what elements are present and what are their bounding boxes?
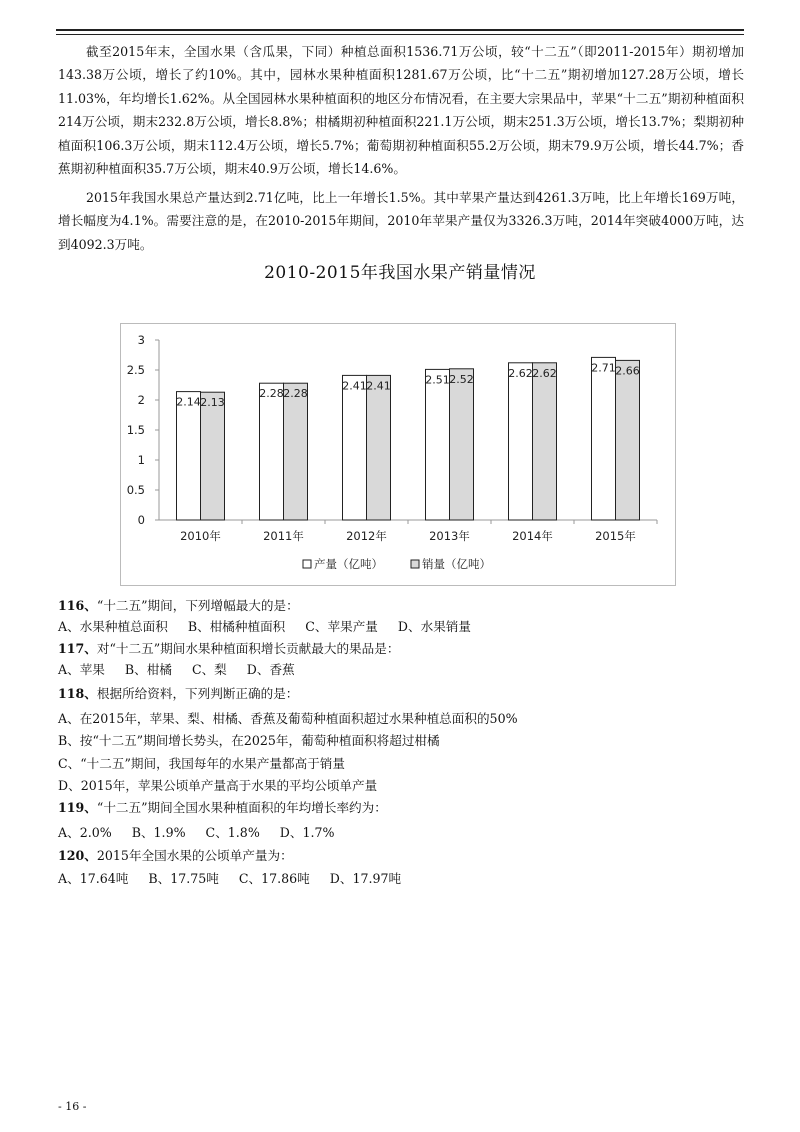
x-tick-label: 2012年 — [346, 529, 387, 543]
data-label: 2.66 — [615, 364, 640, 378]
x-tick-label: 2011年 — [263, 529, 304, 543]
y-tick-label: 0 — [137, 513, 145, 527]
question-118: 118、根据所给资料，下列判断正确的是： — [58, 686, 299, 701]
data-label: 2.52 — [449, 372, 474, 386]
question-120-options[interactable]: A、17.64吨 B、17.75吨 C、17.86吨 D、17.97吨 — [58, 871, 402, 886]
legend-swatch-sales — [411, 560, 419, 568]
bar-sales — [284, 383, 308, 520]
bar-production — [592, 357, 616, 520]
data-label: 2.28 — [259, 387, 284, 401]
chart-container — [120, 323, 676, 586]
y-tick-label: 1 — [137, 453, 145, 467]
header-rule-thick — [56, 29, 744, 31]
question-118-option-d[interactable]: D、2015年，苹果公顷单产量高于水果的平均公顷单产量 — [58, 778, 378, 793]
bar-sales — [450, 369, 474, 520]
data-label: 2.41 — [366, 379, 391, 393]
question-117-options[interactable]: A、苹果 B、柑橘 C、梨 D、香蕉 — [58, 662, 295, 677]
y-tick-label: 1.5 — [126, 423, 145, 437]
material-paragraph-2: 2015年我国水果总产量达到2.71亿吨，比上一年增长1.5%。其中苹果产量达到4261.3万吨，比上年增长169万吨，增长幅度为4.1%。需要注意的是，在2010-2015年期间，2010年苹果产量仅为3326.3万吨，2014年突破4000万吨，达到4092.3万吨。 — [58, 190, 744, 252]
legend-label-sales: 销量（亿吨） — [422, 557, 491, 571]
x-tick-label: 2014年 — [512, 529, 553, 543]
question-116: 116、“十二五”期间，下列增幅最大的是： — [58, 598, 299, 613]
x-tick-label: 2015年 — [595, 529, 636, 543]
bar-production — [509, 363, 533, 520]
y-tick-label: 2 — [137, 393, 145, 407]
y-tick-label: 3 — [137, 333, 145, 347]
x-tick-label: 2013年 — [429, 529, 470, 543]
question-119: 119、“十二五”期间全国水果种植面积的年均增长率约为： — [58, 800, 387, 815]
bar-sales — [616, 360, 640, 520]
bar-sales — [201, 392, 225, 520]
question-118-option-c[interactable]: C、“十二五”期间，我国每年的水果产量都高于销量 — [58, 756, 345, 771]
bar-production — [426, 369, 450, 520]
data-label: 2.71 — [591, 361, 616, 375]
bar-chart — [121, 324, 677, 587]
bar-production — [343, 375, 367, 520]
data-label: 2.28 — [283, 387, 308, 401]
question-120: 120、2015年全国水果的公顷单产量为： — [58, 848, 293, 863]
legend-label-production: 产量（亿吨） — [314, 557, 383, 571]
header-rule-thin — [56, 34, 744, 35]
data-label: 2.13 — [200, 396, 225, 410]
legend-swatch-production — [303, 560, 311, 568]
data-label: 2.62 — [532, 366, 557, 380]
data-label: 2.41 — [342, 379, 367, 393]
bar-sales — [367, 375, 391, 520]
question-118-option-b[interactable]: B、按“十二五”期间增长势头，在2025年，葡萄种植面积将超过柑橘 — [58, 733, 440, 748]
question-116-options[interactable]: A、水果种植总面积 B、柑橘种植面积 C、苹果产量 D、水果销量 — [58, 619, 471, 634]
data-label: 2.51 — [425, 373, 450, 387]
question-119-options[interactable]: A、2.0% B、1.9% C、1.8% D、1.7% — [58, 825, 335, 840]
question-117: 117、对“十二五”期间水果种植面积增长贡献最大的果品是： — [58, 641, 400, 656]
bar-production — [177, 392, 201, 520]
y-tick-label: 2.5 — [126, 363, 145, 377]
bar-production — [260, 383, 284, 520]
material-paragraph-1: 截至2015年末，全国水果（含瓜果，下同）种植总面积1536.71万公顷，较“十二五”（即2011-2015年）期初增加143.38万公顷，增长了约10%。其中，园林水果种植面积1281.67万公顷，比“十二五”期初增加127.28万公顷，增长11.03%，年均增长1.62%。从全国园林水果种植面积的地区分布情况看，在主要大宗果品中，苹果“十二五”期初种植面积214万公顷，期末232.8万公顷，增长8.8%；柑橘期初种植面积221.1万公顷，期末251.3万公顷，增长13.7%；梨期初种植面积106.3万公顷，期末112.4万公顷，增长5.7%；葡萄期初种植面积55.2万公顷，期末79.9万公顷，增长44.7%；香蕉期初种植面积35.7万公顷，期末40.9万公顷，增长14.6%。 — [58, 44, 744, 177]
question-118-option-a[interactable]: A、在2015年，苹果、梨、柑橘、香蕉及葡萄种植面积超过水果种植总面积的50% — [58, 711, 518, 726]
data-label: 2.14 — [176, 395, 201, 409]
bar-sales — [533, 363, 557, 520]
chart-title: 2010-2015年我国水果产销量情况 — [264, 263, 536, 283]
data-label: 2.62 — [508, 366, 533, 380]
y-tick-label: 0.5 — [126, 483, 145, 497]
x-tick-label: 2010年 — [180, 529, 221, 543]
page-number: - 16 - — [58, 1100, 87, 1113]
